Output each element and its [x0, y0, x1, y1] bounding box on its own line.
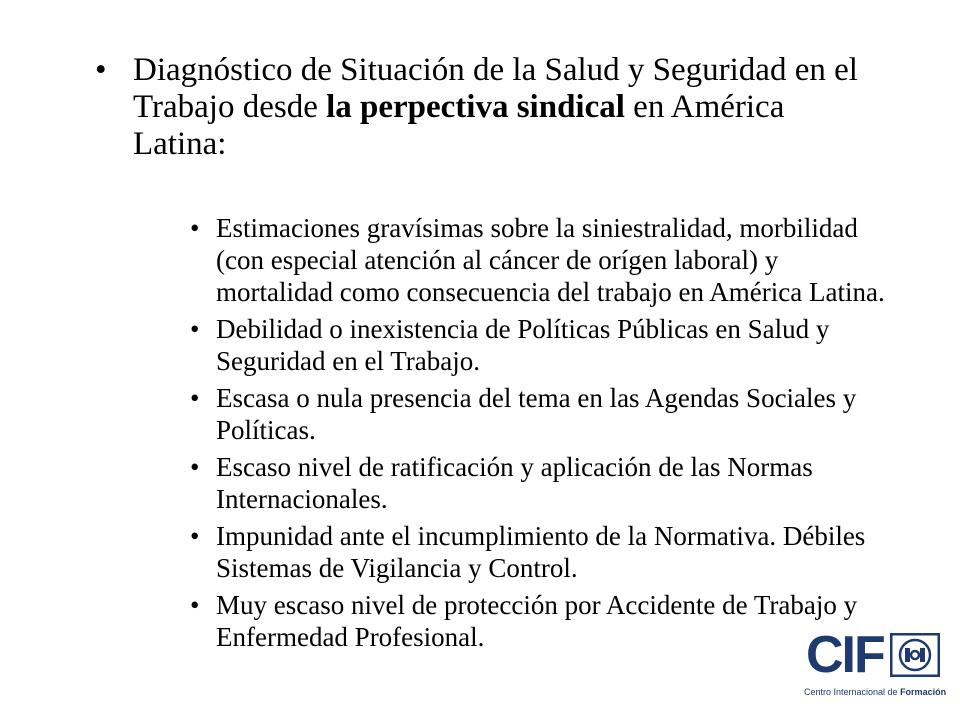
- bullet-dot: •: [190, 213, 200, 243]
- heading-part1: Diagnóstico de Situación de la Salud y Seguridad en el Trabajo desde: [133, 52, 858, 125]
- bullet-dot: •: [190, 383, 200, 413]
- ilo-emblem-icon: [890, 633, 940, 677]
- list-item-text: Debilidad o inexistencia de Políticas Públicas en Salud y Seguridad en el Trabajo.: [216, 314, 830, 376]
- list-item: [190, 382, 890, 446]
- heading-text: [133, 52, 885, 163]
- list-item: [190, 520, 890, 584]
- logo-caption-regular: Centro Internacional de: [804, 687, 901, 697]
- cif-logo: [800, 625, 950, 715]
- list-item-text: Impunidad ante el incumplimiento de la Normativa. Débiles Sistemas de Vigilancia y Control.: [216, 521, 866, 583]
- list-item-text: Estimaciones gravísimas sobre la siniestralidad, morbilidad (con especial atención al cáncer de orígen laboral) y mortalidad como consecuencia del trabajo en América Latina.: [216, 213, 885, 307]
- logo-caption: [804, 687, 950, 698]
- list-item-text: Muy escaso nivel de protección por Accidente de Trabajo y Enfermedad Profesional.: [216, 590, 858, 652]
- list-item-text: Escaso nivel de ratificación y aplicación de las Normas Internacionales.: [216, 452, 813, 514]
- bullet-dot: •: [190, 521, 200, 551]
- list-item: [190, 313, 890, 377]
- heading-bold: la perpectiva sindical: [326, 89, 625, 125]
- logo-wordmark: CIF: [806, 626, 884, 684]
- list-item: [190, 212, 890, 308]
- logo-caption-bold: Formación: [900, 687, 947, 697]
- heading-part2: en América Latina:: [133, 89, 785, 162]
- sub-bullet-list: [190, 212, 890, 658]
- main-bullet: [95, 52, 885, 163]
- bullet-dot: •: [190, 314, 200, 344]
- bullet-dot: •: [95, 52, 107, 88]
- list-item: [190, 451, 890, 515]
- bullet-dot: •: [190, 590, 200, 620]
- list-item-text: Escasa o nula presencia del tema en las Agendas Sociales y Políticas.: [216, 383, 857, 445]
- list-item: [190, 589, 890, 653]
- bullet-dot: •: [190, 452, 200, 482]
